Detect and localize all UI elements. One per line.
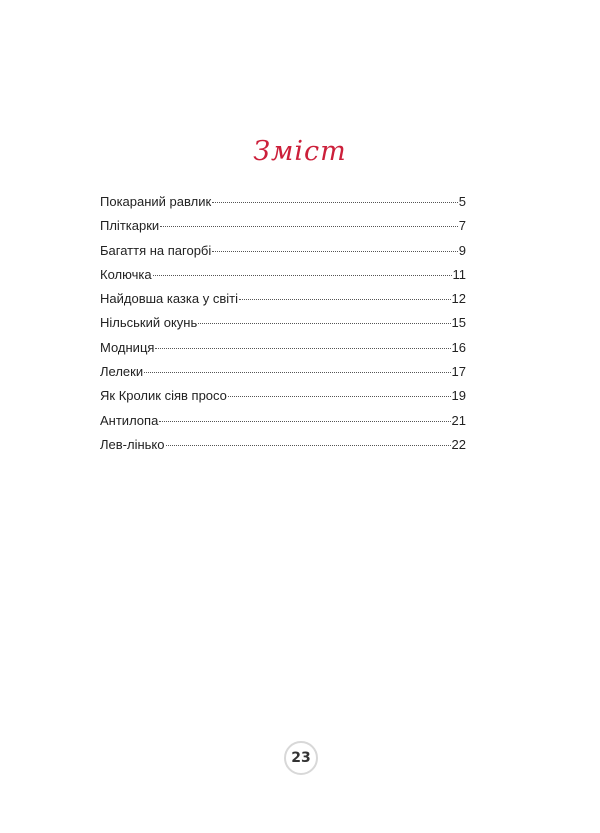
toc-entry-page: 11 bbox=[452, 266, 466, 282]
toc-entry-page: 12 bbox=[451, 291, 466, 307]
toc-entry-title: Антилопа bbox=[100, 412, 159, 428]
dot-leader bbox=[198, 323, 450, 324]
toc-entry bbox=[100, 437, 466, 461]
toc-entry bbox=[100, 243, 466, 267]
toc-entry-page: 19 bbox=[451, 388, 466, 404]
toc-entry-page: 17 bbox=[451, 364, 466, 380]
dot-leader bbox=[153, 275, 452, 276]
dot-leader bbox=[144, 372, 450, 373]
toc-entry bbox=[100, 194, 466, 218]
dot-leader bbox=[212, 251, 458, 252]
dot-leader bbox=[155, 348, 450, 349]
dot-leader bbox=[159, 421, 450, 422]
toc-entry-page: 21 bbox=[451, 412, 466, 428]
toc-entry-title: Як Кролик сіяв просо bbox=[100, 388, 227, 404]
toc-entry-title: Нільський окунь bbox=[100, 315, 198, 331]
toc-entry bbox=[100, 291, 466, 315]
toc-entry bbox=[100, 218, 466, 242]
dot-leader bbox=[212, 202, 458, 203]
dot-leader bbox=[228, 396, 451, 397]
toc-entry bbox=[100, 364, 466, 388]
toc-entry-page: 7 bbox=[458, 218, 466, 234]
toc-entry-page: 9 bbox=[458, 242, 466, 258]
toc-entry bbox=[100, 340, 466, 364]
table-of-contents bbox=[100, 194, 466, 461]
toc-entry-title: Лелеки bbox=[100, 364, 144, 380]
toc-entry-title: Пліткарки bbox=[100, 218, 160, 234]
toc-entry-page: 15 bbox=[451, 315, 466, 331]
toc-entry-title: Найдовша казка у світі bbox=[100, 291, 238, 307]
toc-entry-page: 16 bbox=[451, 339, 466, 355]
toc-entry-page: 22 bbox=[451, 436, 466, 452]
page-number: 23 bbox=[291, 750, 311, 766]
dot-leader bbox=[160, 226, 458, 227]
toc-entry bbox=[100, 267, 466, 291]
toc-entry bbox=[100, 315, 466, 339]
toc-entry bbox=[100, 388, 466, 412]
toc-entry-title: Модниця bbox=[100, 339, 155, 355]
page-title: Зміст bbox=[253, 136, 347, 167]
toc-entry-title: Покараний равлик bbox=[100, 194, 212, 209]
toc-entry-title: Лев-лінько bbox=[100, 436, 165, 452]
toc-entry-title: Колючка bbox=[100, 266, 152, 282]
toc-entry bbox=[100, 413, 466, 437]
toc-entry-page: 5 bbox=[458, 194, 466, 209]
dot-leader bbox=[239, 299, 451, 300]
dot-leader bbox=[166, 445, 451, 446]
page-number-badge bbox=[284, 741, 318, 775]
toc-entry-title: Багаття на пагорбі bbox=[100, 242, 212, 258]
